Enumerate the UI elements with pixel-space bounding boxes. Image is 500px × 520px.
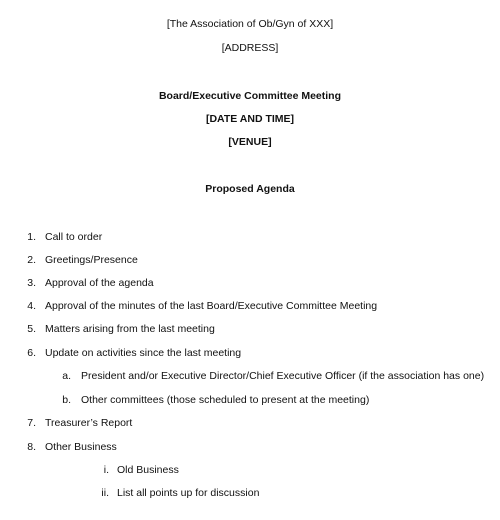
agenda-item-text: Approval of the agenda: [45, 277, 154, 289]
agenda-item-marker: a.: [62, 370, 71, 382]
agenda-item-marker: 8.: [27, 441, 36, 453]
venue-line: [VENUE]: [228, 136, 272, 148]
agenda-item-text: Matters arising from the last meeting: [45, 323, 215, 335]
agenda-item-marker: 2.: [27, 254, 36, 266]
agenda-item-marker: 3.: [27, 277, 36, 289]
agenda-item-text: Greetings/Presence: [45, 254, 138, 266]
agenda-item-text: Other Business: [45, 441, 117, 453]
agenda-item-marker: 5.: [27, 323, 36, 335]
agenda-item-text: List all points up for discussion: [117, 487, 260, 499]
agenda-item-text: Call to order: [45, 231, 103, 243]
agenda-item-text: Old Business: [117, 464, 179, 476]
agenda-item-marker: 6.: [27, 347, 36, 359]
agenda-item-marker: b.: [62, 394, 71, 406]
agenda-item-marker: 1.: [27, 231, 36, 243]
agenda-item-text: Other committees (those scheduled to present at the meeting): [81, 394, 370, 406]
agenda-item-text: Treasurer’s Report: [45, 417, 133, 429]
agenda-title: Proposed Agenda: [205, 183, 295, 195]
agenda-item-text: Approval of the minutes of the last Board/Executive Committee Meeting: [45, 300, 378, 312]
association-name: [The Association of Ob/Gyn of XXX]: [166, 18, 334, 30]
agenda-item-text: President and/or Executive Director/Chief Executive Officer (if the association has one): [81, 370, 485, 382]
agenda-item-marker: 4.: [27, 300, 36, 312]
agenda-item-marker: i.: [103, 464, 109, 476]
agenda-item-text: Update on activities since the last meeting: [45, 347, 242, 359]
address-line: [ADDRESS]: [221, 42, 279, 54]
meeting-title: Board/Executive Committee Meeting: [158, 90, 342, 102]
date-time-line: [DATE AND TIME]: [205, 113, 295, 125]
agenda-item-marker: ii.: [101, 487, 109, 499]
agenda-item-marker: 7.: [27, 417, 36, 429]
